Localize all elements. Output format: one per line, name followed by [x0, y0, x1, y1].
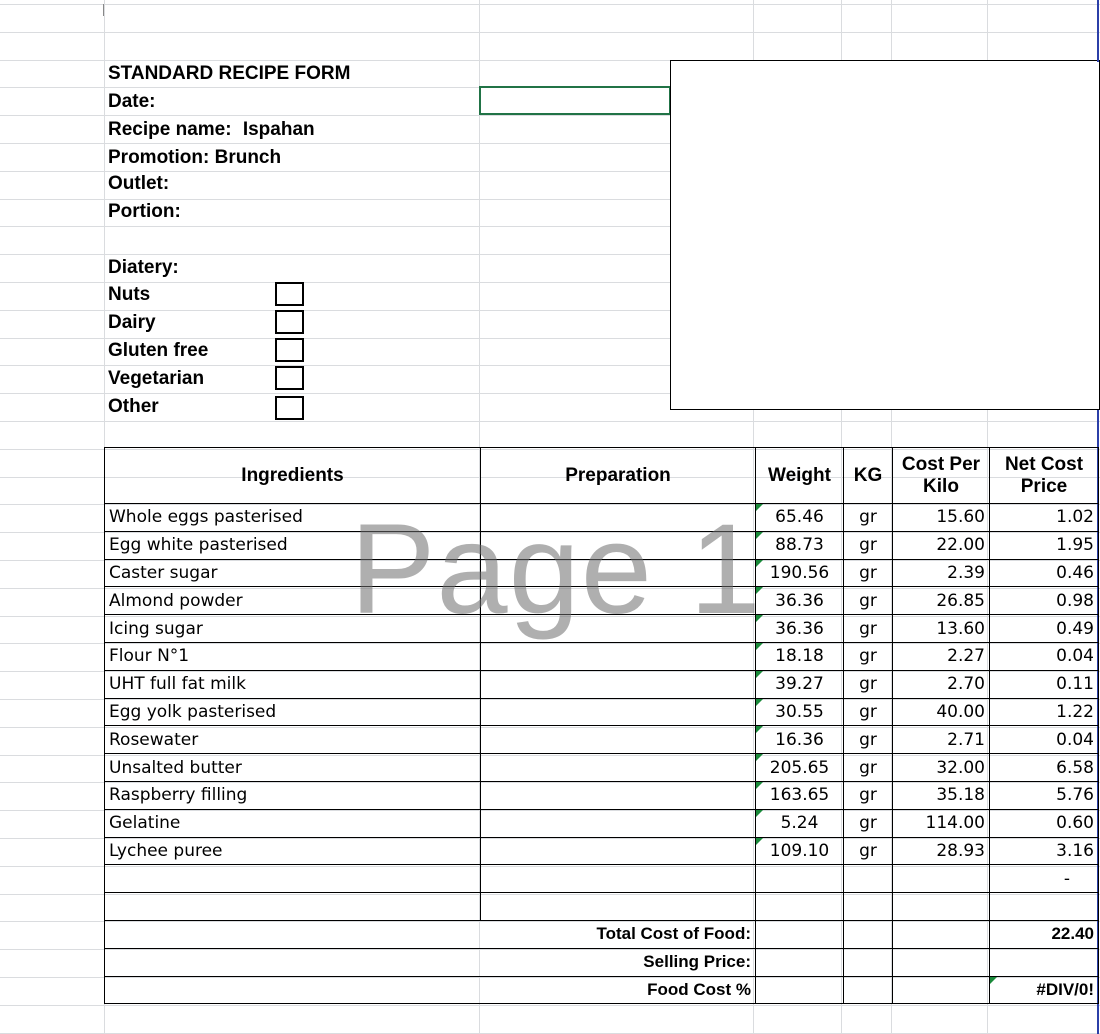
nuts-checkbox[interactable] [275, 282, 304, 306]
error-indicator-icon [990, 977, 997, 984]
unit-cell[interactable] [844, 893, 893, 921]
header-net-cost[interactable] [990, 448, 1099, 504]
cost-per-kilo-cell[interactable]: 2.27 [893, 642, 990, 670]
table-row [105, 670, 1099, 698]
unit-cell[interactable]: gr [844, 642, 893, 670]
weight-cell[interactable] [756, 559, 844, 587]
form-title: STANDARD RECIPE FORM [108, 63, 351, 84]
vegetarian-checkbox[interactable] [275, 366, 304, 390]
preparation-cell[interactable] [481, 615, 756, 643]
unit-cell[interactable]: gr [844, 698, 893, 726]
dietary-option-nuts: Nuts [108, 284, 151, 305]
food-cost-label[interactable]: Food Cost % [105, 976, 756, 1004]
error-indicator-icon [756, 754, 763, 761]
ingredient-cell[interactable] [105, 865, 481, 893]
promotion-label: Promotion: [108, 147, 210, 168]
table-row [105, 781, 1099, 809]
unit-cell[interactable]: gr [844, 531, 893, 559]
cost-per-kilo-cell[interactable]: 28.93 [893, 837, 990, 865]
cost-per-kilo-cell[interactable]: 114.00 [893, 809, 990, 837]
dietary-option-vegetarian: Vegetarian [108, 368, 205, 389]
weight-value: 36.36 [775, 590, 824, 611]
weight-value: 5.24 [780, 813, 819, 834]
cost-per-kilo-cell[interactable]: 40.00 [893, 698, 990, 726]
recipe-name-row [108, 116, 315, 144]
preparation-cell[interactable] [481, 865, 756, 893]
weight-cell[interactable] [756, 504, 844, 532]
weight-cell[interactable] [756, 698, 844, 726]
net-cost-cell[interactable]: 0.60 [990, 809, 1099, 837]
weight-value: 16.36 [775, 729, 824, 750]
date-label: Date: [108, 91, 156, 112]
error-indicator-icon [756, 726, 763, 733]
dietary-option-dairy: Dairy [108, 312, 156, 333]
net-cost-cell[interactable] [990, 893, 1099, 921]
ingredient-cell[interactable]: UHT full fat milk [105, 670, 481, 698]
preparation-cell[interactable] [481, 781, 756, 809]
error-indicator-icon [756, 643, 763, 650]
header-ingredients[interactable]: Ingredients [105, 448, 481, 504]
food-cost-value[interactable] [990, 976, 1099, 1004]
weight-value: 36.36 [775, 618, 824, 639]
weight-value: 88.73 [775, 535, 824, 556]
net-cost-cell[interactable]: 3.16 [990, 837, 1099, 865]
ingredient-cell[interactable]: Egg yolk pasterised [105, 698, 481, 726]
page-watermark: Page 1 [350, 498, 762, 641]
gridline-row [0, 4, 1100, 5]
unit-cell[interactable]: gr [844, 670, 893, 698]
page-break-line [1097, 0, 1099, 62]
error-indicator-icon [756, 532, 763, 539]
cost-per-kilo-cell[interactable]: 35.18 [893, 781, 990, 809]
ingredient-cell[interactable]: Whole eggs pasterised [105, 504, 481, 532]
gridline-row [0, 421, 1100, 422]
weight-cell[interactable] [756, 837, 844, 865]
dietary-option-gluten-free: Gluten free [108, 340, 209, 361]
weight-cell[interactable] [756, 781, 844, 809]
cost-per-kilo-cell[interactable] [893, 893, 990, 921]
selling-price-unit-cell[interactable] [844, 948, 893, 976]
unit-cell[interactable]: gr [844, 504, 893, 532]
other-checkbox[interactable] [275, 396, 304, 420]
cost-per-kilo-cell[interactable]: 2.39 [893, 559, 990, 587]
header-cost-per-kilo-line1: Cost Per [901, 453, 981, 475]
unit-cell[interactable]: gr [844, 781, 893, 809]
table-row [105, 587, 1099, 615]
net-cost-cell[interactable]: 0.46 [990, 559, 1099, 587]
table-row [105, 837, 1099, 865]
table-row [105, 726, 1099, 754]
preparation-cell[interactable] [481, 587, 756, 615]
weight-value: 190.56 [769, 562, 830, 583]
header-cost-per-kilo[interactable] [893, 448, 990, 504]
weight-value: 109.10 [769, 840, 830, 861]
total-cost-weight-cell[interactable] [756, 920, 844, 948]
net-cost-cell[interactable]: 0.49 [990, 615, 1099, 643]
ingredient-cell[interactable]: Icing sugar [105, 615, 481, 643]
table-row [105, 698, 1099, 726]
error-indicator-icon [756, 615, 763, 622]
dairy-checkbox[interactable] [275, 310, 304, 334]
error-indicator-icon [756, 782, 763, 789]
table-row [105, 559, 1099, 587]
cost-per-kilo-cell[interactable]: 2.70 [893, 670, 990, 698]
error-indicator-icon [756, 587, 763, 594]
ingredient-cell[interactable] [105, 893, 481, 921]
ingredient-cell[interactable]: Flour N°1 [105, 642, 481, 670]
preparation-cell[interactable] [481, 837, 756, 865]
food-cost-weight-cell[interactable] [756, 976, 844, 1004]
weight-cell[interactable] [756, 642, 844, 670]
ingredient-cell[interactable]: Almond powder [105, 587, 481, 615]
selling-price-kilo-cell[interactable] [893, 948, 990, 976]
table-row [105, 531, 1099, 559]
weight-cell[interactable] [756, 587, 844, 615]
ingredient-cell[interactable]: Lychee puree [105, 837, 481, 865]
table-row [105, 504, 1099, 532]
gridline-row [0, 1005, 1100, 1006]
selling-price-value[interactable] [990, 948, 1099, 976]
header-unit[interactable]: KG [844, 448, 893, 504]
net-cost-cell[interactable]: 1.22 [990, 698, 1099, 726]
unit-cell[interactable]: gr [844, 837, 893, 865]
weight-value: 30.55 [775, 701, 824, 722]
header-weight[interactable]: Weight [756, 448, 844, 504]
net-cost-cell[interactable]: 6.58 [990, 754, 1099, 782]
ingredient-cell[interactable]: Gelatine [105, 809, 481, 837]
total-cost-unit-cell[interactable] [844, 920, 893, 948]
ingredients-table [104, 447, 1099, 1004]
preparation-cell[interactable] [481, 670, 756, 698]
weight-cell[interactable] [756, 670, 844, 698]
net-cost-cell[interactable]: 1.02 [990, 504, 1099, 532]
recipe-image-box[interactable] [670, 60, 1100, 410]
food-cost-kilo-cell[interactable] [893, 976, 990, 1004]
weight-value: 205.65 [769, 757, 830, 778]
weight-value: 18.18 [775, 646, 824, 667]
preparation-cell[interactable] [481, 754, 756, 782]
preparation-cell[interactable] [481, 809, 756, 837]
cost-per-kilo-cell[interactable] [893, 865, 990, 893]
ingredient-cell[interactable]: Rosewater [105, 726, 481, 754]
food-cost-unit-cell[interactable] [844, 976, 893, 1004]
table-row [105, 893, 1099, 921]
header-net-cost-line2: Price [1020, 475, 1068, 497]
table-row [105, 865, 1099, 893]
table-row [105, 615, 1099, 643]
cost-per-kilo-cell[interactable]: 2.71 [893, 726, 990, 754]
total-cost-kilo-cell[interactable] [893, 920, 990, 948]
weight-value: 39.27 [775, 674, 824, 695]
gluten-free-checkbox[interactable] [275, 338, 304, 362]
preparation-cell[interactable] [481, 642, 756, 670]
ingredient-cell[interactable]: Egg white pasterised [105, 531, 481, 559]
preparation-cell[interactable] [481, 559, 756, 587]
cost-per-kilo-cell[interactable]: 32.00 [893, 754, 990, 782]
selling-price-label[interactable]: Selling Price: [105, 948, 756, 976]
total-cost-label[interactable]: Total Cost of Food: [105, 920, 756, 948]
net-cost-cell[interactable]: 1.95 [990, 531, 1099, 559]
ingredient-cell[interactable]: Raspberry filling [105, 781, 481, 809]
ingredient-cell[interactable]: Unsalted butter [105, 754, 481, 782]
net-cost-cell[interactable]: 0.04 [990, 642, 1099, 670]
outlet-label: Outlet: [108, 173, 170, 194]
error-indicator-icon [756, 838, 763, 845]
error-indicator-icon [756, 810, 763, 817]
selling-price-weight-cell[interactable] [756, 948, 844, 976]
cost-per-kilo-cell[interactable]: 22.00 [893, 531, 990, 559]
table-row [105, 642, 1099, 670]
error-indicator-icon [756, 699, 763, 706]
weight-value: 163.65 [769, 785, 830, 806]
error-indicator-icon [756, 560, 763, 567]
weight-cell[interactable] [756, 615, 844, 643]
net-cost-cell[interactable]: 0.04 [990, 726, 1099, 754]
recipe-name-value[interactable]: Ispahan [242, 119, 315, 140]
net-cost-cell[interactable]: 5.76 [990, 781, 1099, 809]
weight-cell[interactable] [756, 809, 844, 837]
header-net-cost-line1: Net Cost [1004, 453, 1084, 475]
column-marker [103, 4, 104, 16]
unit-cell[interactable]: gr [844, 809, 893, 837]
net-cost-cell[interactable]: - [990, 865, 1099, 893]
error-indicator-icon [756, 671, 763, 678]
active-cell-selection[interactable] [479, 86, 671, 115]
recipe-name-label: Recipe name: [108, 119, 232, 140]
weight-value: 65.46 [775, 507, 824, 528]
table-row [105, 809, 1099, 837]
total-cost-value[interactable]: 22.40 [990, 920, 1099, 948]
dietary-label: Diatery: [108, 257, 179, 278]
unit-cell[interactable]: gr [844, 559, 893, 587]
net-cost-cell[interactable]: 0.11 [990, 670, 1099, 698]
unit-cell[interactable] [844, 865, 893, 893]
ingredient-cell[interactable]: Caster sugar [105, 559, 481, 587]
portion-label: Portion: [108, 201, 181, 222]
unit-cell[interactable]: gr [844, 615, 893, 643]
net-cost-cell[interactable]: 0.98 [990, 587, 1099, 615]
dietary-option-other: Other [108, 396, 159, 417]
error-indicator-icon [756, 504, 763, 511]
preparation-cell[interactable] [481, 893, 756, 921]
unit-cell[interactable]: gr [844, 587, 893, 615]
unit-cell[interactable]: gr [844, 726, 893, 754]
gridline-row [0, 32, 1100, 33]
preparation-cell[interactable] [481, 726, 756, 754]
food-cost-value-text: #DIV/0! [1036, 979, 1094, 999]
weight-cell[interactable] [756, 865, 844, 893]
preparation-cell[interactable] [481, 531, 756, 559]
weight-cell[interactable] [756, 893, 844, 921]
promotion-value[interactable]: Brunch [214, 147, 282, 168]
weight-cell[interactable] [756, 726, 844, 754]
cost-per-kilo-cell[interactable]: 15.60 [893, 504, 990, 532]
unit-cell[interactable]: gr [844, 754, 893, 782]
preparation-cell[interactable] [481, 698, 756, 726]
header-preparation[interactable]: Preparation [481, 448, 756, 504]
preparation-cell[interactable] [481, 504, 756, 532]
promotion-row [108, 144, 281, 172]
cost-per-kilo-cell[interactable]: 26.85 [893, 587, 990, 615]
header-cost-per-kilo-line2: Kilo [923, 475, 959, 497]
cost-per-kilo-cell[interactable]: 13.60 [893, 615, 990, 643]
weight-cell[interactable] [756, 531, 844, 559]
table-row [105, 754, 1099, 782]
weight-cell[interactable] [756, 754, 844, 782]
